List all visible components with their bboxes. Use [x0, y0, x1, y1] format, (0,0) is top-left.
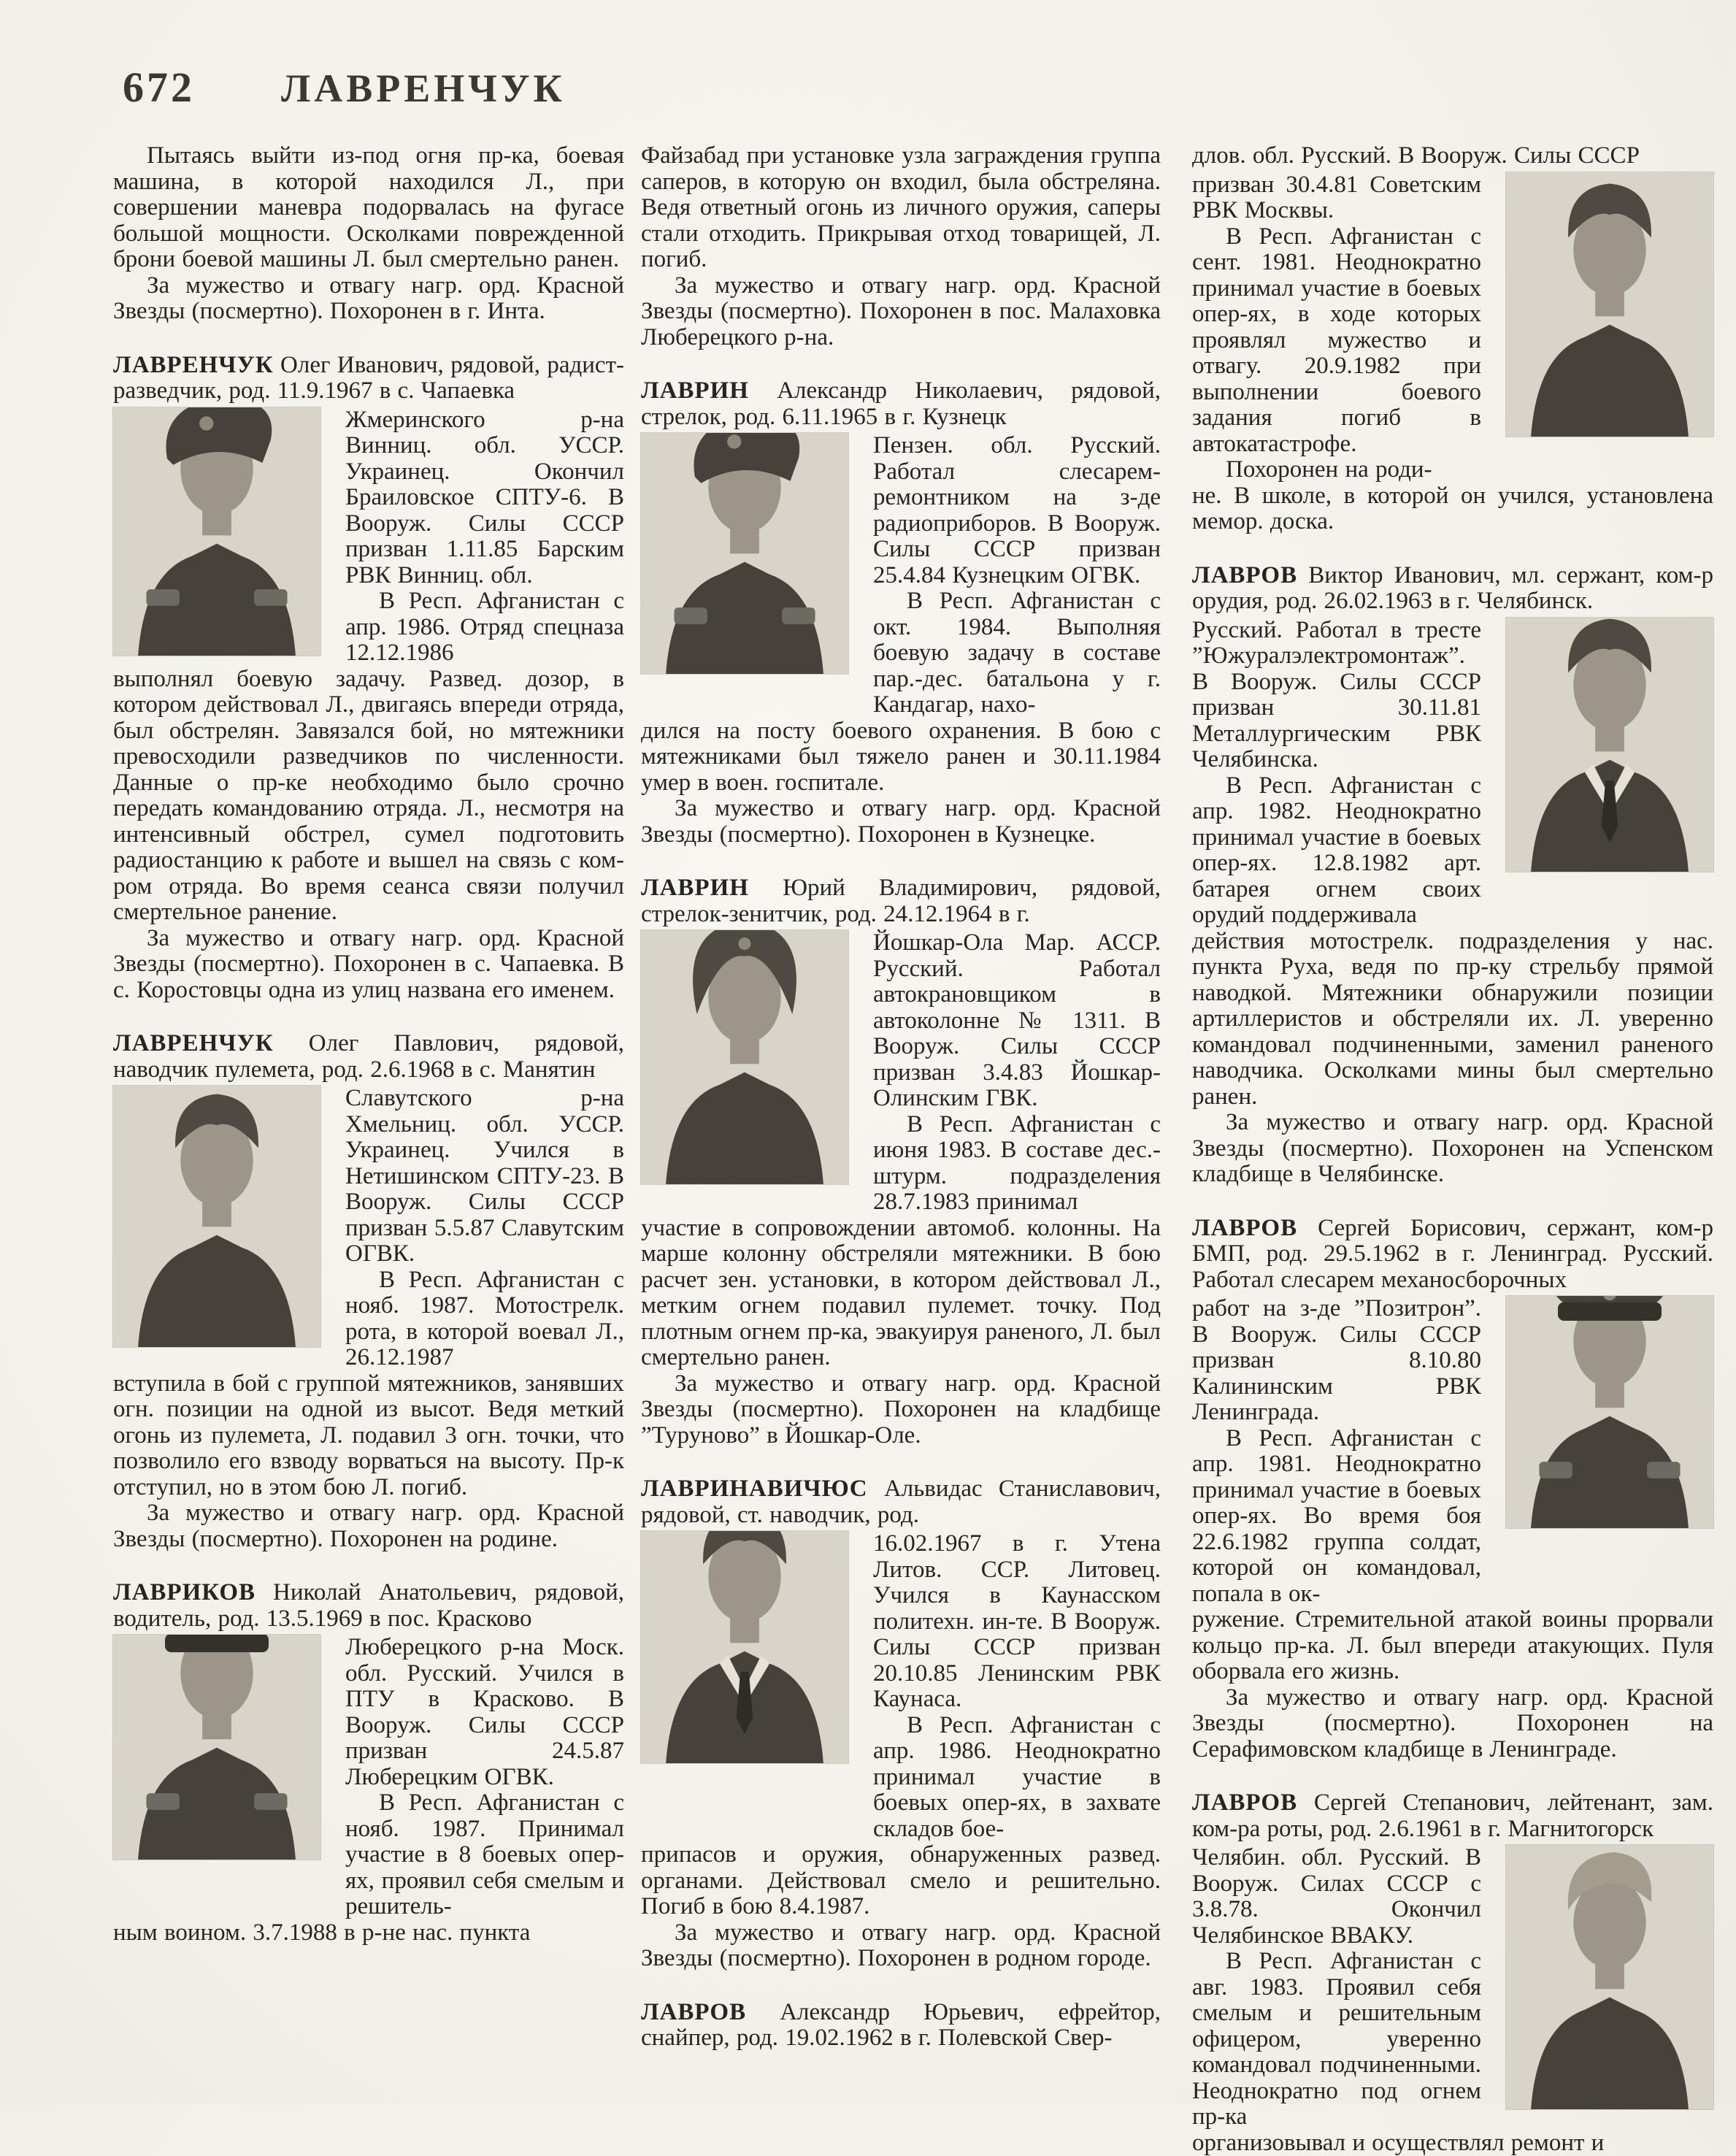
body-paragraph: За мужество и отвагу нагр. орд. Красной Звезды (посмертно). Похоронен в Кузнецке. — [641, 796, 1161, 848]
body-paragraph: За мужество и отвагу нагр. орд. Красной Звезды (посмертно). Похоронен в г. Инта. — [113, 273, 624, 325]
body-paragraph: участие в сопровождении автомоб. колонны. На марше колонну обстреляли мятежники. В бою расчет зен. установки, в котором действовал Л., метким огнем подавил пулемет. точку. Под плотным огнем пр-ка, эвакуируя раненого, Л. был смертельно ранен. — [641, 1216, 1161, 1371]
body-paragraph: ружение. Стремительной атакой воины прорвали кольцо пр-ка. Л. был впереди атакующих. Пуля оборвала его жизнь. — [1192, 1607, 1713, 1685]
entry-surname: ЛАВРИН — [641, 377, 749, 404]
entry-photo-row — [1192, 1845, 1713, 2130]
body-paragraph: длов. обл. Русский. В Вооруж. Силы СССР — [1192, 143, 1713, 169]
portrait-photo — [1506, 1296, 1713, 1528]
body-paragraph: Йошкар-Ола Мар. АССР. Русский. Работал автокрановщиком в автоколонне № 1311. В Вооруж. Силы СССР призван 3.4.83 Йошкар-Олинским ГВК. — [873, 930, 1161, 1112]
body-paragraph: Пытаясь выйти из-под огня пр-ка, боевая машина, в которой находился Л., при совершении маневра подорвалась на фугасе большой мощности. Осколками поврежденной брони боевой машины Л. был смертельно ранен. — [113, 143, 624, 273]
body-paragraph: В Респ. Афганистан с апр. 1986. Отряд спецназа 12.12.1986 — [345, 588, 624, 667]
body-paragraph: Пензен. обл. Русский. Работал слесарем-ремонтником на з-де радиоприборов. В Вооруж. Силы СССР призван 25.4.84 Кузнецким ОГВК. — [873, 433, 1161, 588]
photo-side-text — [873, 1531, 1161, 1842]
photo-side-text — [1192, 618, 1481, 929]
body-paragraph: выполнял боевую задачу. Развед. дозор, в котором действовал Л., двигаясь впереди отряда, был обстрелян. Завязался бой, но мятежники превосходили разведчиков по численности. Данные о пр-ке необходимо было срочно передать командованию отряда. Л., несмотря на интенсивный обстрел, сумел подготовить радиостанцию к работе и вышел на связь с ком-ром отряда. Во время сеанса связи получил смертельное ранение. — [113, 667, 624, 926]
page-number: 672 — [123, 63, 195, 112]
entry-photo-row — [641, 930, 1161, 1216]
portrait-suit-tie-icon — [1506, 618, 1713, 872]
photo-side-text — [1192, 1845, 1481, 2130]
entry-heading — [113, 1580, 624, 1632]
body-paragraph: Файзабад при установке узла заграждения группа саперов, в которую он входил, была обстреляна. Ведя ответный огонь из личного оружия, саперы стали отходить. Прикрывая отход товарищей, Л. погиб. — [641, 143, 1161, 273]
body-paragraph: В Респ. Афганистан с авг. 1983. Проявил себя смелым и решительным офицером, уверенно командовал подчиненными. Неоднократно под огнем пр-ка — [1192, 1949, 1481, 2130]
entry-photo-row — [1192, 618, 1713, 929]
body-paragraph: Похоронен на роди- — [1192, 457, 1481, 483]
body-paragraph: дился на посту боевого охранения. В бою с мятежниками был тяжело ранен и 30.11.1984 умер в воен. госпитале. — [641, 718, 1161, 797]
entry-photo-row — [113, 1635, 624, 1920]
entry-heading — [641, 378, 1161, 430]
column-1 — [113, 143, 624, 1946]
portrait-suit-tie-icon — [641, 1531, 848, 1763]
portrait-beret-icon — [641, 433, 848, 674]
portrait-photo — [1506, 618, 1713, 872]
body-paragraph: Челябин. обл. Русский. В Вооруж. Силах СССР с 3.8.78. Окончил Челябинское ВВАКУ. — [1192, 1845, 1481, 1949]
entry-photo-row — [1192, 172, 1713, 483]
photo-side-text — [1192, 172, 1481, 483]
photo-side-text — [345, 1086, 624, 1371]
body-paragraph: За мужество и отвагу нагр. орд. Красной Звезды (посмертно). Похоронен на кладбище ”Туруново” в Йошкар-Оле. — [641, 1371, 1161, 1449]
body-paragraph: работ на з-де ”Позитрон”. В Вооруж. Силы СССР призван 8.10.80 Калининским РВК Ленинграда. — [1192, 1296, 1481, 1426]
photo-side-text — [873, 433, 1161, 718]
portrait-blond-officer-icon — [1506, 1845, 1713, 2109]
entry-photo-row — [641, 1531, 1161, 1842]
portrait-civilian-icon — [113, 1086, 320, 1347]
body-paragraph: За мужество и отвагу нагр. орд. Красной Звезды (посмертно). Похоронен на Успенском кладбище в Челябинске. — [1192, 1110, 1713, 1188]
column-2 — [641, 143, 1161, 2052]
photo-side-text — [345, 1635, 624, 1920]
entry-heading — [113, 353, 624, 404]
entry-surname: ЛАВРОВ — [1192, 1215, 1297, 1241]
body-paragraph: За мужество и отвагу нагр. орд. Красной Звезды (посмертно). Похоронен на родине. — [113, 1500, 624, 1552]
photo-side-text — [873, 930, 1161, 1216]
body-paragraph: ным воином. 3.7.1988 в р-не нас. пункта — [113, 1920, 624, 1946]
body-paragraph: В Респ. Афганистан с апр. 1981. Неоднократно принимал участие в боевых опер-ях. Во время боя 22.6.1982 группа солдат, которой он командовал, попала в ок- — [1192, 1426, 1481, 1608]
entry-photo-row — [113, 407, 624, 667]
body-paragraph: В Респ. Афганистан с окт. 1984. Выполняя боевую задачу в составе пар.-дес. батальона у г. Кандагар, нахо- — [873, 588, 1161, 718]
portrait-photo — [641, 1531, 848, 1763]
entry-heading-text: Сергей Борисович, сержант, ком-р БМП, род. 29.5.1962 в г. Ленинград. Русский. Работал слесарем механосборочных — [1192, 1215, 1713, 1293]
photo-side-text — [345, 407, 624, 667]
entry-heading-text: Сергей Степанович, лейтенант, зам. ком-ра роты, род. 2.6.1961 в г. Магнитогорск — [1192, 1789, 1713, 1842]
body-paragraph: призван 30.4.81 Советским РВК Москвы. — [1192, 172, 1481, 224]
portrait-photo — [641, 433, 848, 674]
portrait-photo — [113, 1635, 320, 1860]
entry-heading-text: Николай Анатольевич, рядовой, водитель, род. 13.5.1969 в пос. Красково — [113, 1579, 624, 1632]
page-title: ЛАВРЕНЧУК — [281, 66, 566, 111]
entry-heading — [641, 1476, 1161, 1528]
entry-heading — [641, 875, 1161, 927]
body-paragraph: действия мотострелк. подразделения у нас. пункта Руха, ведя по пр-ку стрельбу прямой наводкой. Мятежники обнаружили позиции артиллеристов и обстреляли их. Л. уверенно командовал подчиненными, заменил раненого наводчика. Осколками мины был смертельно ранен. — [1192, 929, 1713, 1110]
body-paragraph: За мужество и отвагу нагр. орд. Красной Звезды (посмертно). Похоронен в с. Чапаевка. В с. Коростовцы одна из улиц названа его именем. — [113, 926, 624, 1004]
photo-side-text — [1192, 1296, 1481, 1607]
body-paragraph: вступила в бой с группой мятежников, занявших огн. позиции на одной из высот. Ведя меткий огонь из пулемета, Л. подавил 3 огн. точки, что позволило его взводу ворваться на высоту. Пр-к отступил, но в этом бою Л. погиб. — [113, 1371, 624, 1501]
entry-heading — [1192, 1790, 1713, 1842]
entry-surname: ЛАВРИН — [641, 875, 749, 901]
portrait-photo — [1506, 172, 1713, 437]
portrait-photo — [113, 407, 320, 656]
entry-photo-row — [1192, 1296, 1713, 1607]
body-paragraph: Люберецкого р-на Моск. обл. Русский. Учился в ПТУ в Красково. В Вооруж. Силы СССР призван 24.5.87 Люберецким ОГВК. — [345, 1635, 624, 1790]
body-paragraph: За мужество и отвагу нагр. орд. Красной Звезды (посмертно). Похоронен в родном городе. — [641, 1920, 1161, 1972]
entry-surname: ЛАВРЕНЧУК — [113, 1030, 274, 1056]
entry-heading-text: Олег Иванович, рядовой, радист-разведчик, род. 11.9.1967 в с. Чапаевка — [113, 352, 624, 404]
portrait-sweater-icon — [1506, 172, 1713, 437]
entry-heading — [113, 1031, 624, 1083]
body-paragraph: За мужество и отвагу нагр. орд. Красной Звезды (посмертно). Похоронен в пос. Малаховка Люберецкого р-на. — [641, 273, 1161, 351]
body-paragraph: Русский. Работал в тресте ”Южуралэлектромонтаж”. В Вооруж. Силы СССР призван 30.11.81 Металлургическим РВК Челябинска. — [1192, 618, 1481, 773]
portrait-photo — [113, 1086, 320, 1347]
entry-heading-text: Александр Юрьевич, ефрейтор, снайпер, род. 19.02.1962 в г. Полевской Свер- — [641, 1999, 1161, 2052]
body-paragraph: Жмеринского р-на Винниц. обл. УССР. Украинец. Окончил Браиловское СПТУ-6. В Вооруж. Силы СССР призван 1.11.85 Барским РВК Винниц. обл. — [345, 407, 624, 589]
entry-photo-row — [113, 1086, 624, 1371]
entry-heading-text: Виктор Иванович, мл. сержант, ком-р орудия, род. 26.02.1963 в г. Челябинск. — [1192, 562, 1713, 615]
entry-heading — [641, 2000, 1161, 2052]
entry-surname: ЛАВРИКОВ — [113, 1579, 256, 1606]
body-paragraph: В Респ. Афганистан с апр. 1986. Неоднократно принимал участие в боевых опер-ях, в захвате складов бое- — [873, 1713, 1161, 1843]
body-paragraph: В Респ. Афганистан с сент. 1981. Неоднократно принимал участие в боевых опер-ях, в ходе которых проявлял мужество и отвагу. 20.9.1982 при выполнении боевого задания погиб в автокатастрофе. — [1192, 224, 1481, 458]
body-paragraph: не. В школе, в которой он учился, установлена мемор. доска. — [1192, 483, 1713, 535]
entry-surname: ЛАВРИНАВИЧЮС — [641, 1476, 868, 1502]
portrait-fur-hat-icon — [641, 930, 848, 1184]
portrait-peaked-cap-icon — [113, 1635, 320, 1860]
entry-heading — [1192, 1216, 1713, 1294]
entry-surname: ЛАВРОВ — [641, 1999, 746, 2025]
entry-surname: ЛАВРЕНЧУК — [113, 352, 274, 378]
body-paragraph: За мужество и отвагу нагр. орд. Красной Звезды (посмертно). Похоронен на Серафимовском кладбище в Ленинграде. — [1192, 1685, 1713, 1763]
page-header — [123, 63, 566, 112]
entry-heading-text: Альвидас Станиславович, рядовой, ст. наводчик, род. — [641, 1476, 1161, 1528]
entry-heading-text: Александр Николаевич, рядовой, стрелок, род. 6.11.1965 в г. Кузнецк — [641, 377, 1161, 430]
body-paragraph: В Респ. Афганистан с апр. 1982. Неоднократно принимал участие в боевых опер-ях. 12.8.1982 арт. батарея огнем своих орудий поддерживала — [1192, 773, 1481, 929]
portrait-photo — [1506, 1845, 1713, 2109]
body-paragraph: В Респ. Афганистан с нояб. 1987. Мотострелк. рота, в которой воевал Л., 26.12.1987 — [345, 1267, 624, 1371]
portrait-peaked-cap-icon — [1506, 1296, 1713, 1528]
column-3 — [1192, 143, 1713, 2156]
entry-photo-row — [641, 433, 1161, 718]
entry-surname: ЛАВРОВ — [1192, 562, 1297, 588]
body-paragraph: В Респ. Афганистан с нояб. 1987. Принимал участие в 8 боевых опер-ях, проявил себя смелым и решитель- — [345, 1790, 624, 1920]
body-paragraph: организовывал и осуществлял ремонт и — [1192, 2130, 1713, 2156]
body-paragraph: припасов и оружия, обнаруженных развед. органами. Действовал смело и решительно. Погиб в бою 8.4.1987. — [641, 1842, 1161, 1920]
entry-heading-text: Олег Павлович, рядовой, наводчик пулемета, род. 2.6.1968 в с. Манятин — [113, 1030, 624, 1083]
entry-heading — [1192, 563, 1713, 615]
body-paragraph: Славутского р-на Хмельниц. обл. УССР. Украинец. Учился в Нетишинском СПТУ-23. В Вооруж. Силы СССР призван 5.5.87 Славутским ОГВК. — [345, 1086, 624, 1267]
entry-heading-text: Юрий Владимирович, рядовой, стрелок-зенитчик, род. 24.12.1964 в г. — [641, 875, 1161, 927]
body-paragraph: 16.02.1967 в г. Утена Литов. ССР. Литовец. Учился в Каунасском политехн. ин-те. В Вооруж. Силы СССР призван 20.10.85 Ленинским РВК Каунаса. — [873, 1531, 1161, 1713]
portrait-photo — [641, 930, 848, 1184]
entry-surname: ЛАВРОВ — [1192, 1789, 1297, 1816]
body-paragraph: В Респ. Афганистан с июня 1983. В составе дес.-штурм. подразделения 28.7.1983 принимал — [873, 1112, 1161, 1216]
portrait-beret-icon — [113, 407, 320, 656]
